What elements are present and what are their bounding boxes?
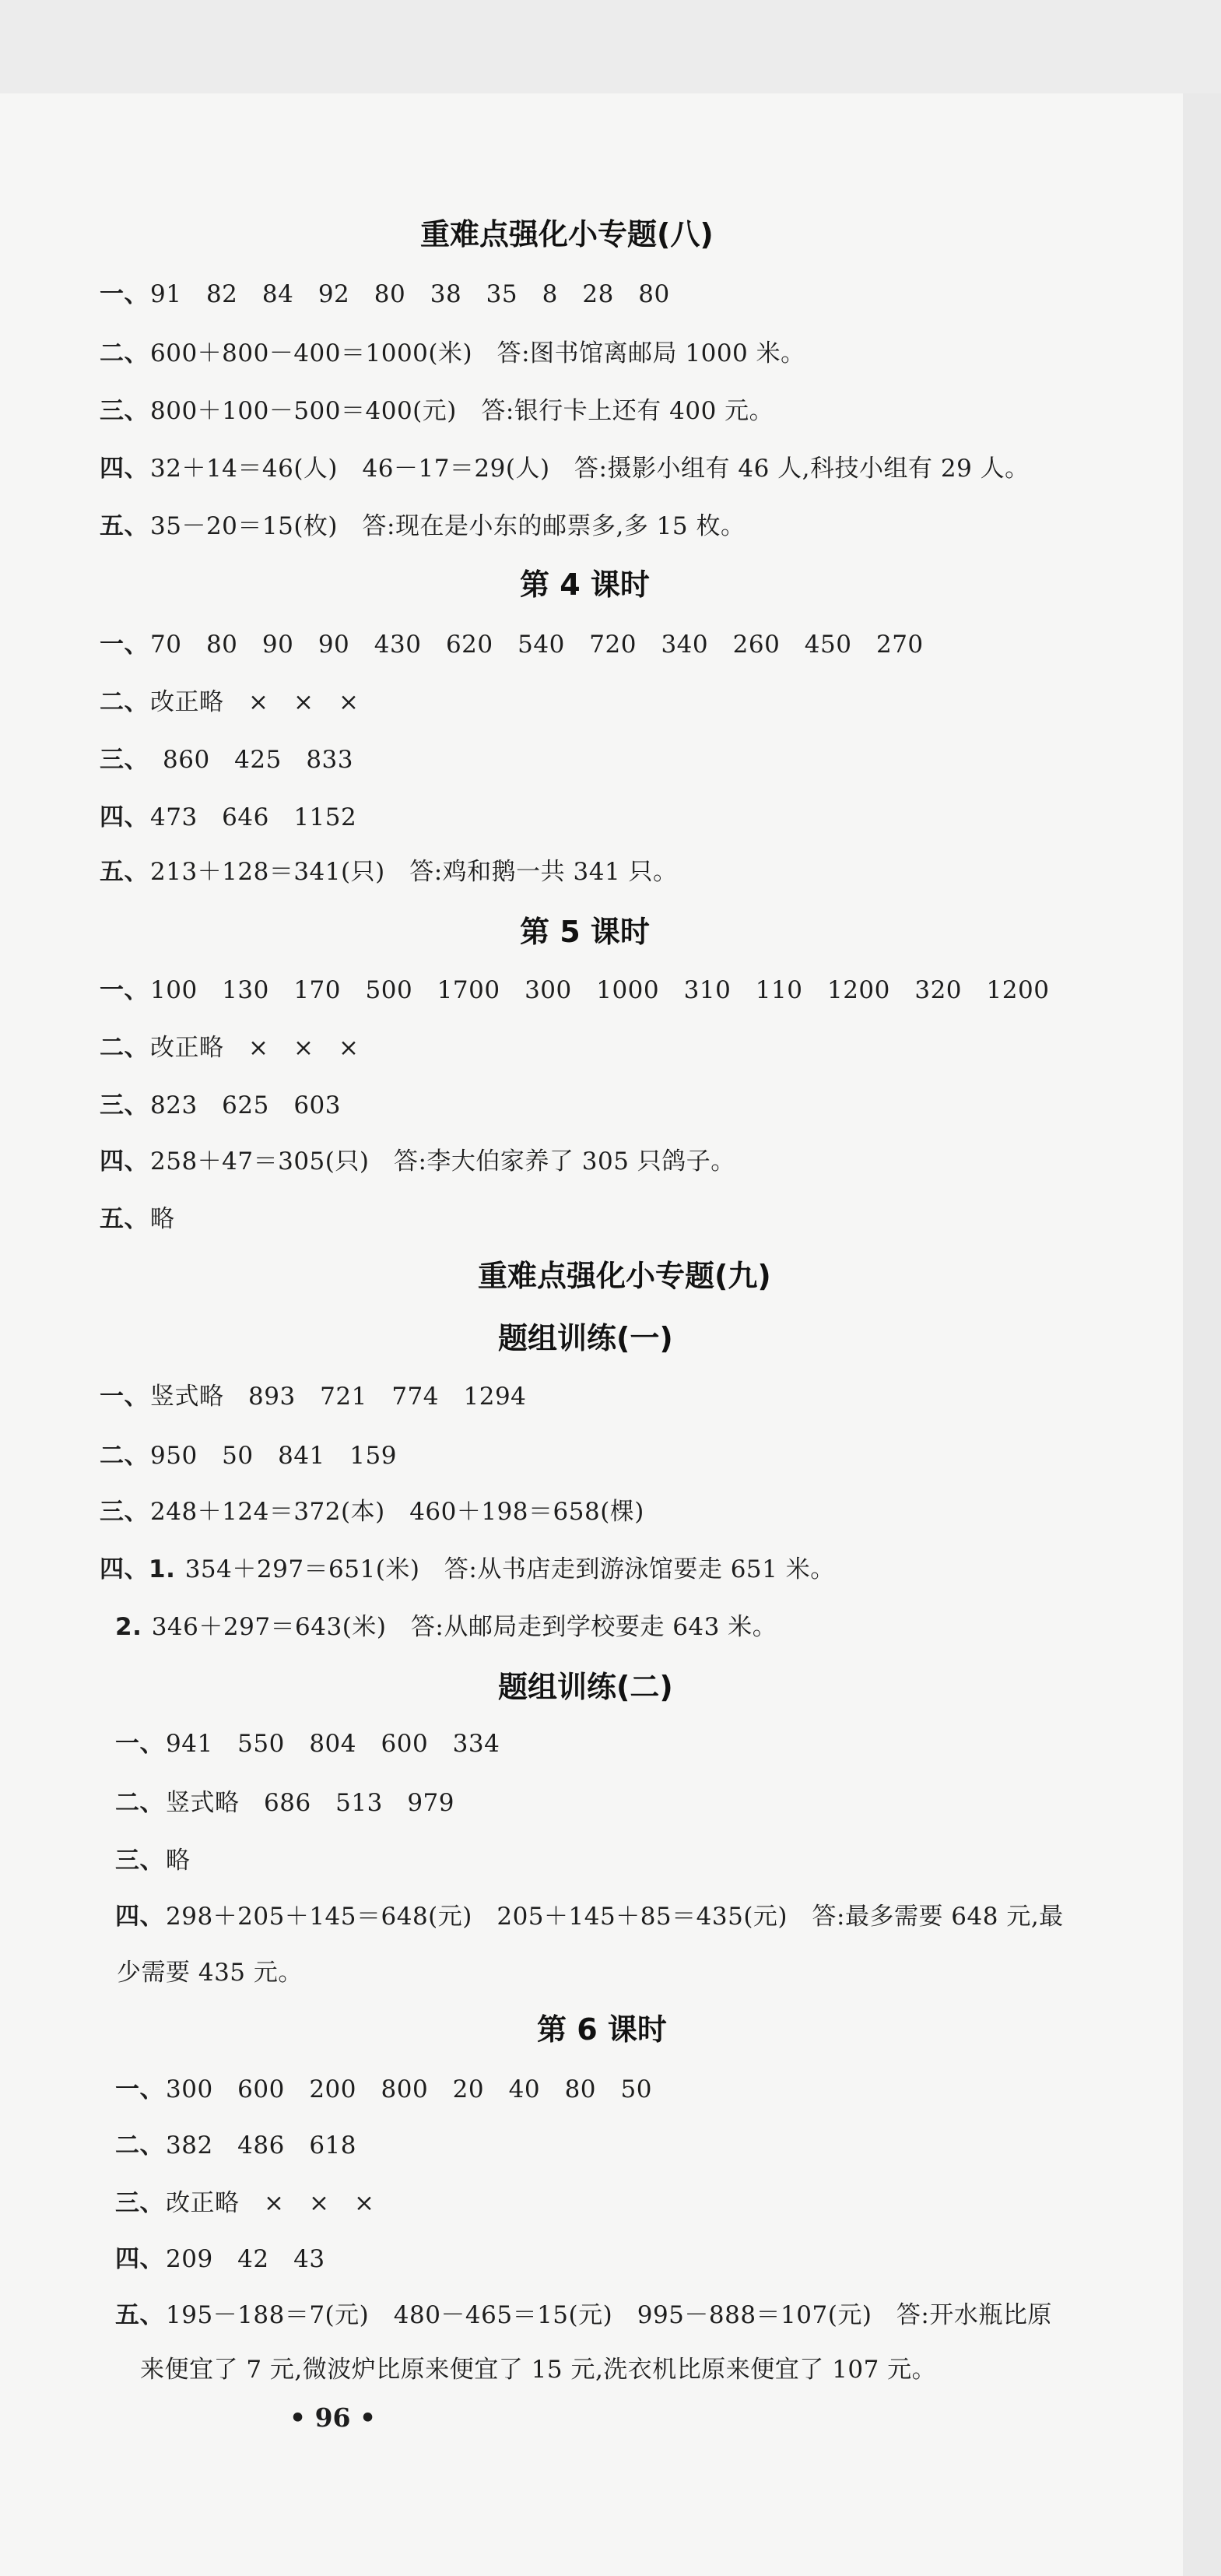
answer-line — [100, 1028, 359, 1063]
answer-line — [100, 391, 774, 426]
scan-top-margin — [0, 0, 1221, 93]
item-text: 改正略 × × × — [150, 1034, 360, 1062]
item-label: 四、 — [100, 455, 149, 483]
item-text: 竖式略 686 513 979 — [166, 1789, 455, 1817]
section-title: 第 5 课时 — [520, 915, 650, 949]
answer-line — [100, 448, 1030, 483]
item-label: 一、 — [100, 280, 149, 308]
answer-line — [100, 333, 805, 368]
item-text: 298＋205＋145＝648(元) 205＋145＋85＝435(元) 答:最多需要 648 元,最 — [166, 1903, 1064, 1931]
item-label: 三、 — [100, 1091, 149, 1119]
answer-line — [115, 1607, 777, 1642]
item-text: 382 486 618 — [166, 2131, 357, 2160]
item-label: 四、 — [115, 2245, 164, 2273]
item-label: 四、 — [100, 803, 149, 831]
section-title: 第 6 课时 — [537, 2012, 667, 2047]
item-label: 一、 — [115, 2075, 164, 2103]
item-label: 2. — [115, 1613, 142, 1641]
item-text: 竖式略 893 721 774 1294 — [150, 1383, 527, 1411]
item-label: 一、 — [100, 1383, 149, 1411]
item-text: 少需要 435 元。 — [117, 1959, 303, 1987]
item-text: 300 600 200 800 20 40 80 50 — [166, 2075, 652, 2103]
answer-line — [115, 1952, 303, 1987]
item-text: 248＋124＝372(本) 460＋198＝658(棵) — [150, 1498, 644, 1526]
item-text: 823 625 603 — [150, 1091, 342, 1119]
item-label: 五、 — [100, 858, 149, 886]
item-text: 941 550 804 600 334 — [166, 1730, 500, 1758]
item-label: 二、 — [100, 339, 149, 367]
item-text: 35－20＝15(枚) 答:现在是小东的邮票多,多 15 枚。 — [150, 512, 746, 540]
item-text: 213＋128＝341(只) 答:鸡和鹅一共 341 只。 — [150, 858, 678, 886]
answer-line — [100, 970, 1049, 1005]
section-title: 题组训练(二) — [498, 1670, 673, 1704]
item-text: 略 — [150, 1205, 175, 1233]
section-title: 题组训练(一) — [498, 1321, 673, 1355]
item-text: 91 82 84 92 80 38 35 8 28 80 — [150, 280, 670, 308]
item-text: 860 425 833 — [138, 746, 354, 774]
item-label: 二、 — [115, 2131, 164, 2160]
item-text: 来便宜了 7 元,微波炉比原来便宜了 15 元,洗衣机比原来便宜了 107 元。 — [140, 2356, 937, 2384]
item-label: 一、 — [100, 976, 149, 1004]
answer-line — [115, 2183, 374, 2218]
answer-line — [100, 1436, 397, 1471]
item-label: 三、 — [100, 1498, 149, 1526]
answer-line — [115, 1840, 191, 1875]
answer-line — [100, 624, 924, 659]
item-label: 三、 — [100, 397, 149, 425]
answer-line — [100, 1376, 526, 1411]
item-label: 二、 — [100, 688, 149, 716]
item-label: 二、 — [100, 1442, 149, 1470]
item-label: 四、 — [100, 1147, 149, 1176]
answer-line — [100, 1141, 735, 1176]
item-text: 346＋297＝643(米) 答:从邮局走到学校要走 643 米。 — [143, 1613, 777, 1641]
item-text: 800＋100－500＝400(元) 答:银行卡上还有 400 元。 — [150, 397, 774, 425]
answer-line — [115, 1783, 454, 1818]
answer-line — [100, 852, 678, 887]
answer-line — [100, 740, 353, 775]
answer-line — [115, 2239, 325, 2274]
answer-line — [100, 1199, 175, 1234]
item-label: 五、 — [100, 1205, 149, 1233]
item-label: 五、 — [115, 2301, 164, 2329]
section-title: 重难点强化小专题(九) — [478, 1259, 771, 1293]
page-number: • 96 • — [289, 2402, 377, 2433]
item-text: 195－188＝7(元) 480－465＝15(元) 995－888＝107(元) 答:开水瓶比原 — [166, 2301, 1052, 2329]
item-label: 二、 — [115, 1789, 164, 1817]
answer-line — [100, 274, 670, 309]
item-text: 354＋297＝651(米) 答:从书店走到游泳馆要走 651 米。 — [177, 1555, 835, 1583]
item-text: 改正略 × × × — [166, 2189, 375, 2217]
item-label: 二、 — [100, 1034, 149, 1062]
section-title: 重难点强化小专题(八) — [420, 217, 714, 251]
answer-line — [115, 2295, 1052, 2330]
answer-line — [115, 1724, 500, 1759]
answer-line — [100, 1549, 835, 1584]
item-text: 100 130 170 500 1700 300 1000 310 110 1200 320 1200 — [150, 976, 1050, 1004]
item-text: 209 42 43 — [166, 2245, 325, 2273]
item-text: 70 80 90 90 430 620 540 720 340 260 450 270 — [150, 631, 924, 659]
item-text: 略 — [166, 1847, 191, 1875]
answer-line — [100, 1085, 341, 1120]
item-label: 一、 — [100, 631, 149, 659]
item-label: 五、 — [100, 512, 149, 540]
item-text: 950 50 841 159 — [150, 1442, 397, 1470]
item-label: 一、 — [115, 1730, 164, 1758]
item-label: 三、 — [100, 746, 137, 774]
item-label: 三、 — [115, 2189, 164, 2217]
answer-line — [100, 682, 359, 717]
item-text: 258＋47＝305(只) 答:李大伯家养了 305 只鸽子。 — [150, 1147, 735, 1176]
item-text: 473 646 1152 — [150, 803, 357, 831]
item-text: 32＋14＝46(人) 46－17＝29(人) 答:摄影小组有 46 人,科技小组有 29 人。 — [150, 455, 1030, 483]
item-label: 四、 — [115, 1903, 164, 1931]
answer-line — [115, 2069, 652, 2104]
answer-line — [100, 797, 356, 832]
item-label: 三、 — [115, 1847, 164, 1875]
answer-line — [139, 2349, 936, 2384]
answer-line — [100, 506, 745, 541]
item-text: 改正略 × × × — [150, 688, 360, 716]
answer-line — [115, 2125, 356, 2160]
item-label: 四、1. — [100, 1555, 176, 1583]
answer-line — [115, 1896, 1064, 1931]
section-title: 第 4 课时 — [520, 568, 650, 602]
item-text: 600＋800－400＝1000(米) 答:图书馆离邮局 1000 米。 — [150, 339, 805, 367]
answer-line — [100, 1492, 644, 1527]
